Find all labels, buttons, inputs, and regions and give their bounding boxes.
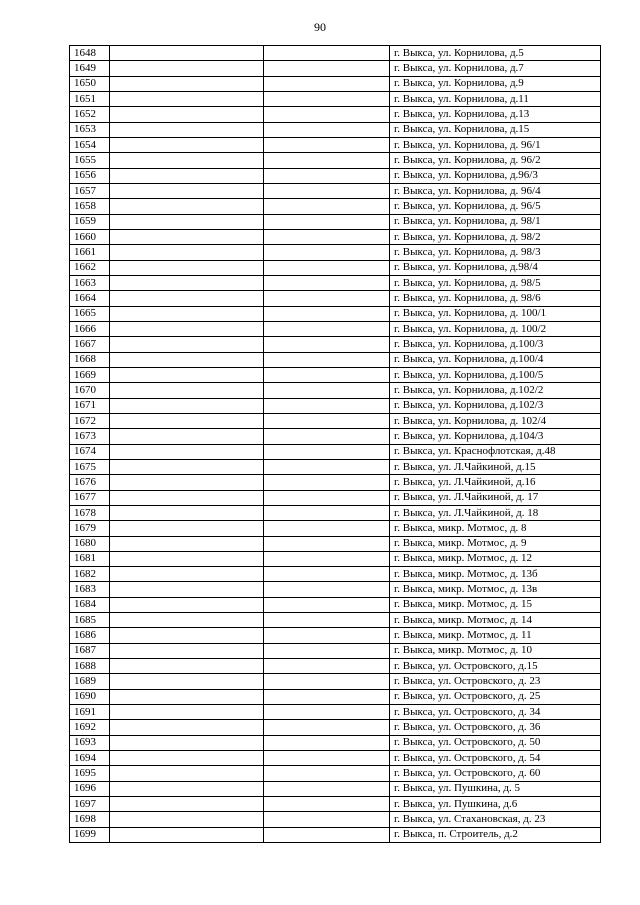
address-cell: г. Выкса, ул. Островского, д. 23 xyxy=(390,674,601,689)
address-cell: г. Выкса, ул. Пушкина, д.6 xyxy=(390,797,601,812)
empty-cell xyxy=(110,812,264,827)
address-cell: г. Выкса, ул. Корнилова, д.100/5 xyxy=(390,367,601,382)
row-number-cell: 1669 xyxy=(70,367,110,382)
empty-cell xyxy=(110,521,264,536)
address-cell: г. Выкса, ул. Островского, д. 50 xyxy=(390,735,601,750)
table-row xyxy=(70,367,601,382)
row-number-cell: 1659 xyxy=(70,214,110,229)
table-row xyxy=(70,628,601,643)
address-cell: г. Выкса, ул. Островского, д. 34 xyxy=(390,705,601,720)
empty-cell xyxy=(264,153,390,168)
row-number-cell: 1679 xyxy=(70,521,110,536)
address-cell: г. Выкса, ул. Л.Чайкиной, д. 17 xyxy=(390,490,601,505)
empty-cell xyxy=(264,536,390,551)
empty-cell xyxy=(264,76,390,91)
address-cell: г. Выкса, ул. Корнилова, д.100/3 xyxy=(390,337,601,352)
address-cell: г. Выкса, ул. Корнилова, д.9 xyxy=(390,76,601,91)
row-number-cell: 1686 xyxy=(70,628,110,643)
address-cell: г. Выкса, ул. Корнилова, д. 100/1 xyxy=(390,306,601,321)
row-number-cell: 1677 xyxy=(70,490,110,505)
row-number-cell: 1695 xyxy=(70,766,110,781)
empty-cell xyxy=(264,475,390,490)
empty-cell xyxy=(264,505,390,520)
empty-cell xyxy=(110,306,264,321)
row-number-cell: 1690 xyxy=(70,689,110,704)
row-number-cell: 1660 xyxy=(70,229,110,244)
empty-cell xyxy=(110,827,264,842)
row-number-cell: 1697 xyxy=(70,797,110,812)
empty-cell xyxy=(264,398,390,413)
address-cell: г. Выкса, ул. Корнилова, д. 98/5 xyxy=(390,275,601,290)
empty-cell xyxy=(264,367,390,382)
address-cell: г. Выкса, ул. Корнилова, д. 98/1 xyxy=(390,214,601,229)
row-number-cell: 1673 xyxy=(70,429,110,444)
empty-cell xyxy=(110,689,264,704)
table-row xyxy=(70,674,601,689)
address-cell: г. Выкса, ул. Стахановская, д. 23 xyxy=(390,812,601,827)
row-number-cell: 1666 xyxy=(70,321,110,336)
address-cell: г. Выкса, микр. Мотмос, д. 10 xyxy=(390,643,601,658)
empty-cell xyxy=(110,168,264,183)
empty-cell xyxy=(264,168,390,183)
row-number-cell: 1649 xyxy=(70,61,110,76)
empty-cell xyxy=(264,597,390,612)
row-number-cell: 1652 xyxy=(70,107,110,122)
table-row xyxy=(70,46,601,61)
empty-cell xyxy=(264,245,390,260)
empty-cell xyxy=(110,413,264,428)
row-number-cell: 1687 xyxy=(70,643,110,658)
empty-cell xyxy=(264,122,390,137)
empty-cell xyxy=(110,751,264,766)
row-number-cell: 1665 xyxy=(70,306,110,321)
table-row xyxy=(70,137,601,152)
row-number-cell: 1670 xyxy=(70,383,110,398)
empty-cell xyxy=(110,735,264,750)
empty-cell xyxy=(110,214,264,229)
empty-cell xyxy=(264,490,390,505)
empty-cell xyxy=(264,766,390,781)
row-number-cell: 1658 xyxy=(70,199,110,214)
empty-cell xyxy=(264,321,390,336)
table-row xyxy=(70,291,601,306)
table-row xyxy=(70,827,601,842)
empty-cell xyxy=(110,367,264,382)
empty-cell xyxy=(264,628,390,643)
empty-cell xyxy=(110,781,264,796)
empty-cell xyxy=(264,383,390,398)
empty-cell xyxy=(264,551,390,566)
empty-cell xyxy=(110,459,264,474)
empty-cell xyxy=(110,199,264,214)
table-row xyxy=(70,183,601,198)
empty-cell xyxy=(264,306,390,321)
address-cell: г. Выкса, ул. Пушкина, д. 5 xyxy=(390,781,601,796)
empty-cell xyxy=(110,183,264,198)
empty-cell xyxy=(264,459,390,474)
empty-cell xyxy=(264,413,390,428)
empty-cell xyxy=(110,674,264,689)
address-cell: г. Выкса, ул. Корнилова, д.11 xyxy=(390,91,601,106)
row-number-cell: 1671 xyxy=(70,398,110,413)
address-cell: г. Выкса, п. Строитель, д.2 xyxy=(390,827,601,842)
table-row xyxy=(70,429,601,444)
address-cell: г. Выкса, ул. Корнилова, д. 96/4 xyxy=(390,183,601,198)
row-number-cell: 1682 xyxy=(70,567,110,582)
empty-cell xyxy=(264,337,390,352)
empty-cell xyxy=(110,551,264,566)
empty-cell xyxy=(110,536,264,551)
empty-cell xyxy=(110,337,264,352)
address-cell: г. Выкса, микр. Мотмос, д. 9 xyxy=(390,536,601,551)
empty-cell xyxy=(110,137,264,152)
table-row xyxy=(70,337,601,352)
row-number-cell: 1698 xyxy=(70,812,110,827)
row-number-cell: 1663 xyxy=(70,275,110,290)
row-number-cell: 1688 xyxy=(70,659,110,674)
row-number-cell: 1656 xyxy=(70,168,110,183)
table-row xyxy=(70,521,601,536)
address-cell: г. Выкса, ул. Корнилова, д.104/3 xyxy=(390,429,601,444)
table-row xyxy=(70,536,601,551)
row-number-cell: 1681 xyxy=(70,551,110,566)
empty-cell xyxy=(264,674,390,689)
address-cell: г. Выкса, ул. Корнилова, д. 96/1 xyxy=(390,137,601,152)
empty-cell xyxy=(264,444,390,459)
table-row xyxy=(70,91,601,106)
row-number-cell: 1668 xyxy=(70,352,110,367)
row-number-cell: 1678 xyxy=(70,505,110,520)
empty-cell xyxy=(110,567,264,582)
empty-cell xyxy=(110,245,264,260)
table-row xyxy=(70,812,601,827)
empty-cell xyxy=(110,76,264,91)
address-cell: г. Выкса, микр. Мотмос, д. 15 xyxy=(390,597,601,612)
address-cell: г. Выкса, ул. Корнилова, д. 96/5 xyxy=(390,199,601,214)
row-number-cell: 1657 xyxy=(70,183,110,198)
address-cell: г. Выкса, микр. Мотмос, д. 12 xyxy=(390,551,601,566)
empty-cell xyxy=(110,613,264,628)
table-row xyxy=(70,797,601,812)
row-number-cell: 1685 xyxy=(70,613,110,628)
empty-cell xyxy=(110,490,264,505)
empty-cell xyxy=(264,659,390,674)
address-cell: г. Выкса, ул. Корнилова, д.100/4 xyxy=(390,352,601,367)
page-number: 90 xyxy=(314,20,326,34)
table-row xyxy=(70,643,601,658)
table-row xyxy=(70,659,601,674)
row-number-cell: 1674 xyxy=(70,444,110,459)
table-row xyxy=(70,76,601,91)
empty-cell xyxy=(110,275,264,290)
empty-cell xyxy=(264,643,390,658)
empty-cell xyxy=(264,214,390,229)
empty-cell xyxy=(264,229,390,244)
address-table-body xyxy=(70,46,601,843)
address-cell: г. Выкса, ул. Корнилова, д.98/4 xyxy=(390,260,601,275)
empty-cell xyxy=(110,720,264,735)
empty-cell xyxy=(110,643,264,658)
empty-cell xyxy=(264,199,390,214)
row-number-cell: 1661 xyxy=(70,245,110,260)
empty-cell xyxy=(110,582,264,597)
table-row xyxy=(70,321,601,336)
table-row xyxy=(70,689,601,704)
address-cell: г. Выкса, ул. Краснофлотская, д.48 xyxy=(390,444,601,459)
table-row xyxy=(70,168,601,183)
empty-cell xyxy=(264,429,390,444)
empty-cell xyxy=(110,107,264,122)
row-number-cell: 1672 xyxy=(70,413,110,428)
table-row xyxy=(70,505,601,520)
table-row xyxy=(70,398,601,413)
empty-cell xyxy=(264,812,390,827)
address-table xyxy=(69,45,601,843)
address-cell: г. Выкса, ул. Корнилова, д. 102/4 xyxy=(390,413,601,428)
row-number-cell: 1683 xyxy=(70,582,110,597)
row-number-cell: 1691 xyxy=(70,705,110,720)
empty-cell xyxy=(110,797,264,812)
table-row xyxy=(70,551,601,566)
row-number-cell: 1667 xyxy=(70,337,110,352)
table-row xyxy=(70,735,601,750)
address-cell: г. Выкса, ул. Л.Чайкиной, д. 18 xyxy=(390,505,601,520)
address-cell: г. Выкса, ул. Корнилова, д.102/3 xyxy=(390,398,601,413)
table-row xyxy=(70,490,601,505)
table-row xyxy=(70,781,601,796)
address-cell: г. Выкса, ул. Корнилова, д.15 xyxy=(390,122,601,137)
row-number-cell: 1694 xyxy=(70,751,110,766)
address-cell: г. Выкса, ул. Корнилова, д.7 xyxy=(390,61,601,76)
empty-cell xyxy=(264,46,390,61)
table-row xyxy=(70,214,601,229)
empty-cell xyxy=(110,352,264,367)
address-cell: г. Выкса, ул. Островского, д. 54 xyxy=(390,751,601,766)
address-cell: г. Выкса, ул. Корнилова, д. 98/2 xyxy=(390,229,601,244)
empty-cell xyxy=(110,291,264,306)
table-row xyxy=(70,61,601,76)
empty-cell xyxy=(110,398,264,413)
table-row xyxy=(70,766,601,781)
empty-cell xyxy=(110,61,264,76)
row-number-cell: 1689 xyxy=(70,674,110,689)
address-cell: г. Выкса, ул. Л.Чайкиной, д.15 xyxy=(390,459,601,474)
table-row xyxy=(70,107,601,122)
row-number-cell: 1664 xyxy=(70,291,110,306)
empty-cell xyxy=(264,781,390,796)
table-row xyxy=(70,413,601,428)
empty-cell xyxy=(110,321,264,336)
address-cell: г. Выкса, ул. Островского, д. 60 xyxy=(390,766,601,781)
table-row xyxy=(70,153,601,168)
empty-cell xyxy=(110,628,264,643)
table-row xyxy=(70,705,601,720)
empty-cell xyxy=(264,582,390,597)
table-row xyxy=(70,444,601,459)
empty-cell xyxy=(264,705,390,720)
address-cell: г. Выкса, ул. Корнилова, д.102/2 xyxy=(390,383,601,398)
address-cell: г. Выкса, ул. Островского, д.15 xyxy=(390,659,601,674)
empty-cell xyxy=(264,352,390,367)
empty-cell xyxy=(110,444,264,459)
empty-cell xyxy=(264,751,390,766)
empty-cell xyxy=(264,91,390,106)
empty-cell xyxy=(264,107,390,122)
row-number-cell: 1692 xyxy=(70,720,110,735)
empty-cell xyxy=(110,766,264,781)
address-cell: г. Выкса, ул. Корнилова, д.96/3 xyxy=(390,168,601,183)
empty-cell xyxy=(110,475,264,490)
table-row xyxy=(70,597,601,612)
row-number-cell: 1680 xyxy=(70,536,110,551)
empty-cell xyxy=(110,46,264,61)
address-cell: г. Выкса, микр. Мотмос, д. 14 xyxy=(390,613,601,628)
empty-cell xyxy=(264,260,390,275)
address-cell: г. Выкса, микр. Мотмос, д. 8 xyxy=(390,521,601,536)
address-cell: г. Выкса, ул. Л.Чайкиной, д.16 xyxy=(390,475,601,490)
empty-cell xyxy=(264,291,390,306)
empty-cell xyxy=(110,260,264,275)
address-cell: г. Выкса, микр. Мотмос, д. 13в xyxy=(390,582,601,597)
empty-cell xyxy=(110,705,264,720)
table-row xyxy=(70,475,601,490)
table-row xyxy=(70,275,601,290)
table-row xyxy=(70,459,601,474)
table-row xyxy=(70,260,601,275)
empty-cell xyxy=(110,91,264,106)
empty-cell xyxy=(110,229,264,244)
empty-cell xyxy=(264,689,390,704)
empty-cell xyxy=(110,597,264,612)
empty-cell xyxy=(264,137,390,152)
empty-cell xyxy=(264,797,390,812)
address-cell: г. Выкса, ул. Корнилова, д. 96/2 xyxy=(390,153,601,168)
empty-cell xyxy=(264,61,390,76)
row-number-cell: 1699 xyxy=(70,827,110,842)
address-cell: г. Выкса, ул. Корнилова, д.13 xyxy=(390,107,601,122)
empty-cell xyxy=(110,153,264,168)
empty-cell xyxy=(110,122,264,137)
table-row xyxy=(70,306,601,321)
row-number-cell: 1653 xyxy=(70,122,110,137)
empty-cell xyxy=(264,720,390,735)
table-row xyxy=(70,383,601,398)
row-number-cell: 1662 xyxy=(70,260,110,275)
row-number-cell: 1655 xyxy=(70,153,110,168)
row-number-cell: 1648 xyxy=(70,46,110,61)
empty-cell xyxy=(110,383,264,398)
table-row xyxy=(70,582,601,597)
row-number-cell: 1651 xyxy=(70,91,110,106)
empty-cell xyxy=(264,567,390,582)
empty-cell xyxy=(264,521,390,536)
table-row xyxy=(70,567,601,582)
address-cell: г. Выкса, ул. Островского, д. 25 xyxy=(390,689,601,704)
empty-cell xyxy=(110,659,264,674)
address-cell: г. Выкса, ул. Корнилова, д. 100/2 xyxy=(390,321,601,336)
table-row xyxy=(70,229,601,244)
row-number-cell: 1675 xyxy=(70,459,110,474)
empty-cell xyxy=(264,735,390,750)
row-number-cell: 1650 xyxy=(70,76,110,91)
address-cell: г. Выкса, ул. Корнилова, д. 98/3 xyxy=(390,245,601,260)
table-row xyxy=(70,122,601,137)
table-row xyxy=(70,613,601,628)
table-row xyxy=(70,352,601,367)
row-number-cell: 1676 xyxy=(70,475,110,490)
empty-cell xyxy=(110,429,264,444)
row-number-cell: 1693 xyxy=(70,735,110,750)
address-cell: г. Выкса, ул. Корнилова, д.5 xyxy=(390,46,601,61)
table-row xyxy=(70,199,601,214)
table-row xyxy=(70,245,601,260)
address-cell: г. Выкса, микр. Мотмос, д. 11 xyxy=(390,628,601,643)
row-number-cell: 1696 xyxy=(70,781,110,796)
table-row xyxy=(70,751,601,766)
row-number-cell: 1684 xyxy=(70,597,110,612)
empty-cell xyxy=(264,183,390,198)
row-number-cell: 1654 xyxy=(70,137,110,152)
address-cell: г. Выкса, ул. Островского, д. 36 xyxy=(390,720,601,735)
table-row xyxy=(70,720,601,735)
empty-cell xyxy=(264,275,390,290)
address-cell: г. Выкса, микр. Мотмос, д. 13б xyxy=(390,567,601,582)
address-cell: г. Выкса, ул. Корнилова, д. 98/6 xyxy=(390,291,601,306)
empty-cell xyxy=(110,505,264,520)
empty-cell xyxy=(264,613,390,628)
empty-cell xyxy=(264,827,390,842)
